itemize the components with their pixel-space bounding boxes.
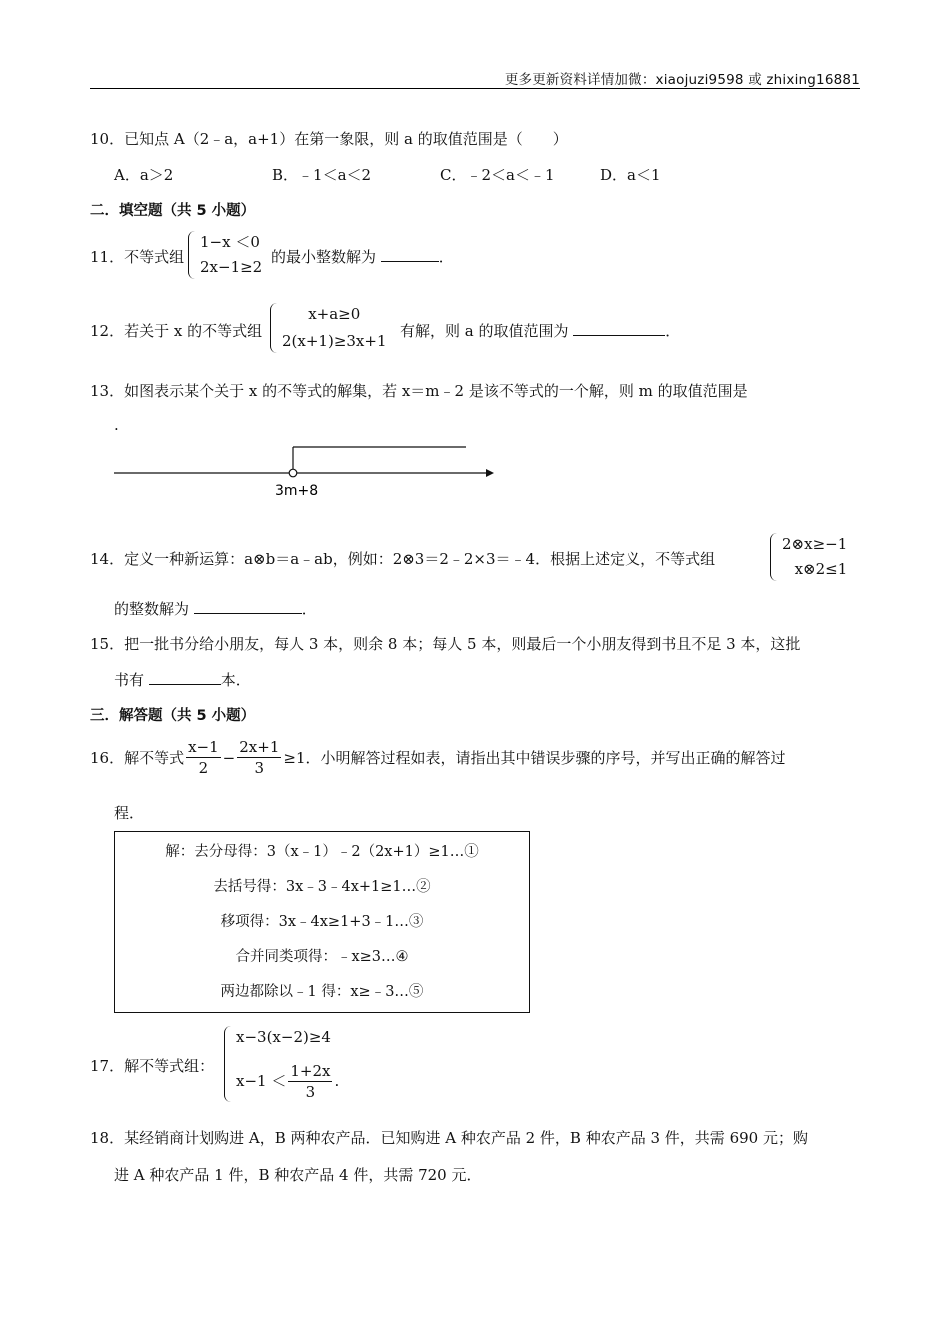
answer-blank	[573, 323, 665, 336]
q16-suffix: ．小明解答过程如表，请指出其中错误步骤的序号，并写出正确的解答过	[305, 749, 786, 767]
answer-blank	[381, 249, 439, 262]
q17-prefix: 17．解不等式组：	[90, 1057, 215, 1075]
answer-blank	[194, 601, 302, 614]
q14-system	[770, 533, 847, 581]
q10-option-b: B．﹣1＜a＜2	[272, 166, 372, 184]
q10-option-a: A．a＞2	[114, 166, 174, 184]
axis-arrow-icon	[486, 469, 494, 477]
q16-frac1-den: 2	[198, 759, 209, 777]
brace-icon	[770, 533, 779, 581]
solution-step-2: 去括号得：3x﹣3﹣4x+1≥1…②	[213, 879, 431, 895]
q11-suffix-text: 的最小整数解为	[271, 248, 381, 266]
q11-row2: 2x−1≥2	[200, 258, 263, 276]
solution-step-1: 解：去分母得：3（x﹣1）﹣2（2x+1）≥1…①	[165, 844, 479, 860]
q16-frac2-num: 2x+1	[239, 738, 280, 756]
q13-cont: .	[114, 416, 119, 434]
brace-icon	[270, 303, 279, 353]
q12-row1: x+a≥0	[308, 305, 361, 323]
q12-row2: 2(x+1)≥3x+1	[282, 332, 387, 350]
q11-prefix: 11．不等式组	[90, 248, 185, 266]
q17-fraction	[288, 1061, 332, 1102]
open-circle-icon	[289, 469, 297, 477]
q12-suffix-text: 有解，则 a 的取值范围为	[400, 322, 574, 340]
q14-cont: 的整数解为 ．	[114, 600, 317, 618]
page-header	[90, 64, 860, 89]
q17-suffix: .	[334, 1072, 340, 1090]
q14-stem: 14．定义一种新运算：a⊗b＝a﹣ab，例如：2⊗3＝2﹣2×3＝﹣4．根据上述定义，不等式组	[90, 550, 716, 568]
number-line-label: 3m+8	[275, 483, 319, 499]
brace-icon	[188, 231, 197, 279]
q17-row2	[236, 1061, 339, 1102]
q14-row2: x⊗2≤1	[794, 560, 848, 578]
q16-frac2-den: 3	[254, 759, 265, 777]
q17-frac-den: 3	[305, 1083, 316, 1101]
solution-step-3: 移项得：3x﹣4x≥1+3﹣1…③	[220, 914, 424, 930]
header-text: 更多更新资料详情加微：xiaojuzi9598 或 zhixing16881	[504, 72, 860, 88]
section-title-answer: 三．解答题（共 5 小题）	[90, 708, 256, 724]
q17-row2-left: x−1 ＜	[236, 1072, 287, 1090]
number-line-figure	[110, 440, 500, 500]
q13-stem: 13．如图表示某个关于 x 的不等式的解集，若 x＝m﹣2 是该不等式的一个解，则 m 的取值范围是	[90, 382, 748, 400]
q12-system	[270, 303, 387, 353]
brace-icon	[224, 1026, 233, 1102]
q14-cont-text: 的整数解为	[114, 600, 194, 618]
q14-row1: 2⊗x≥−1	[782, 535, 848, 553]
q11-suffix: 的最小整数解为 ．	[271, 248, 454, 266]
q15-cont-prefix: 书有	[114, 671, 149, 689]
q16-frac1-num: x−1	[188, 738, 219, 756]
q18-line2: 进 A 种农产品 1 件，B 种农产品 4 件，共需 720 元．	[114, 1166, 482, 1184]
solution-step-4: 合并同类项得：﹣x≥3…④	[235, 949, 409, 965]
q17-system	[224, 1026, 339, 1102]
q17-frac-num: 1+2x	[290, 1062, 331, 1080]
q12-suffix: 有解，则 a 的取值范围为 ．	[400, 322, 681, 340]
q16-minus: −	[222, 748, 236, 767]
q17-row1: x−3(x−2)≥4	[236, 1028, 331, 1046]
answer-blank	[149, 672, 221, 685]
q16-ge: ≥1	[283, 748, 306, 767]
q10-option-d: D．a＜1	[600, 166, 661, 184]
q15-stem: 15．把一批书分给小朋友，每人 3 本，则余 8 本；每人 5 本，则最后一个小朋友得到书且不足 3 本，这批	[90, 635, 801, 653]
solution-step-5: 两边都除以﹣1 得：x≥﹣3…⑤	[220, 984, 424, 1000]
q10-stem: 10．已知点 A（2﹣a，a+1）在第一象限，则 a 的取值范围是（ ）	[90, 130, 568, 148]
q10-option-c: C．﹣2＜a＜﹣1	[440, 166, 555, 184]
section-title-fill-in: 二．填空题（共 5 小题）	[90, 203, 256, 219]
q15-cont-suffix: 本．	[220, 671, 251, 689]
q16-fraction-1	[186, 737, 221, 778]
q16-stem	[90, 737, 786, 778]
q11-row1: 1−x ＜0	[200, 233, 260, 251]
q18-line1: 18．某经销商计划购进 A，B 两种农产品．已知购进 A 种农产品 2 件，B 种农产品 3 件，共需 690 元；购	[90, 1129, 808, 1147]
q12-prefix: 12．若关于 x 的不等式组	[90, 322, 263, 340]
q16-fraction-2	[237, 737, 281, 778]
q15-cont	[114, 669, 251, 690]
solution-table	[114, 831, 530, 1013]
q16-cont: 程．	[114, 804, 145, 822]
q16-prefix: 16．解不等式	[90, 749, 185, 767]
q11-system	[188, 231, 262, 279]
